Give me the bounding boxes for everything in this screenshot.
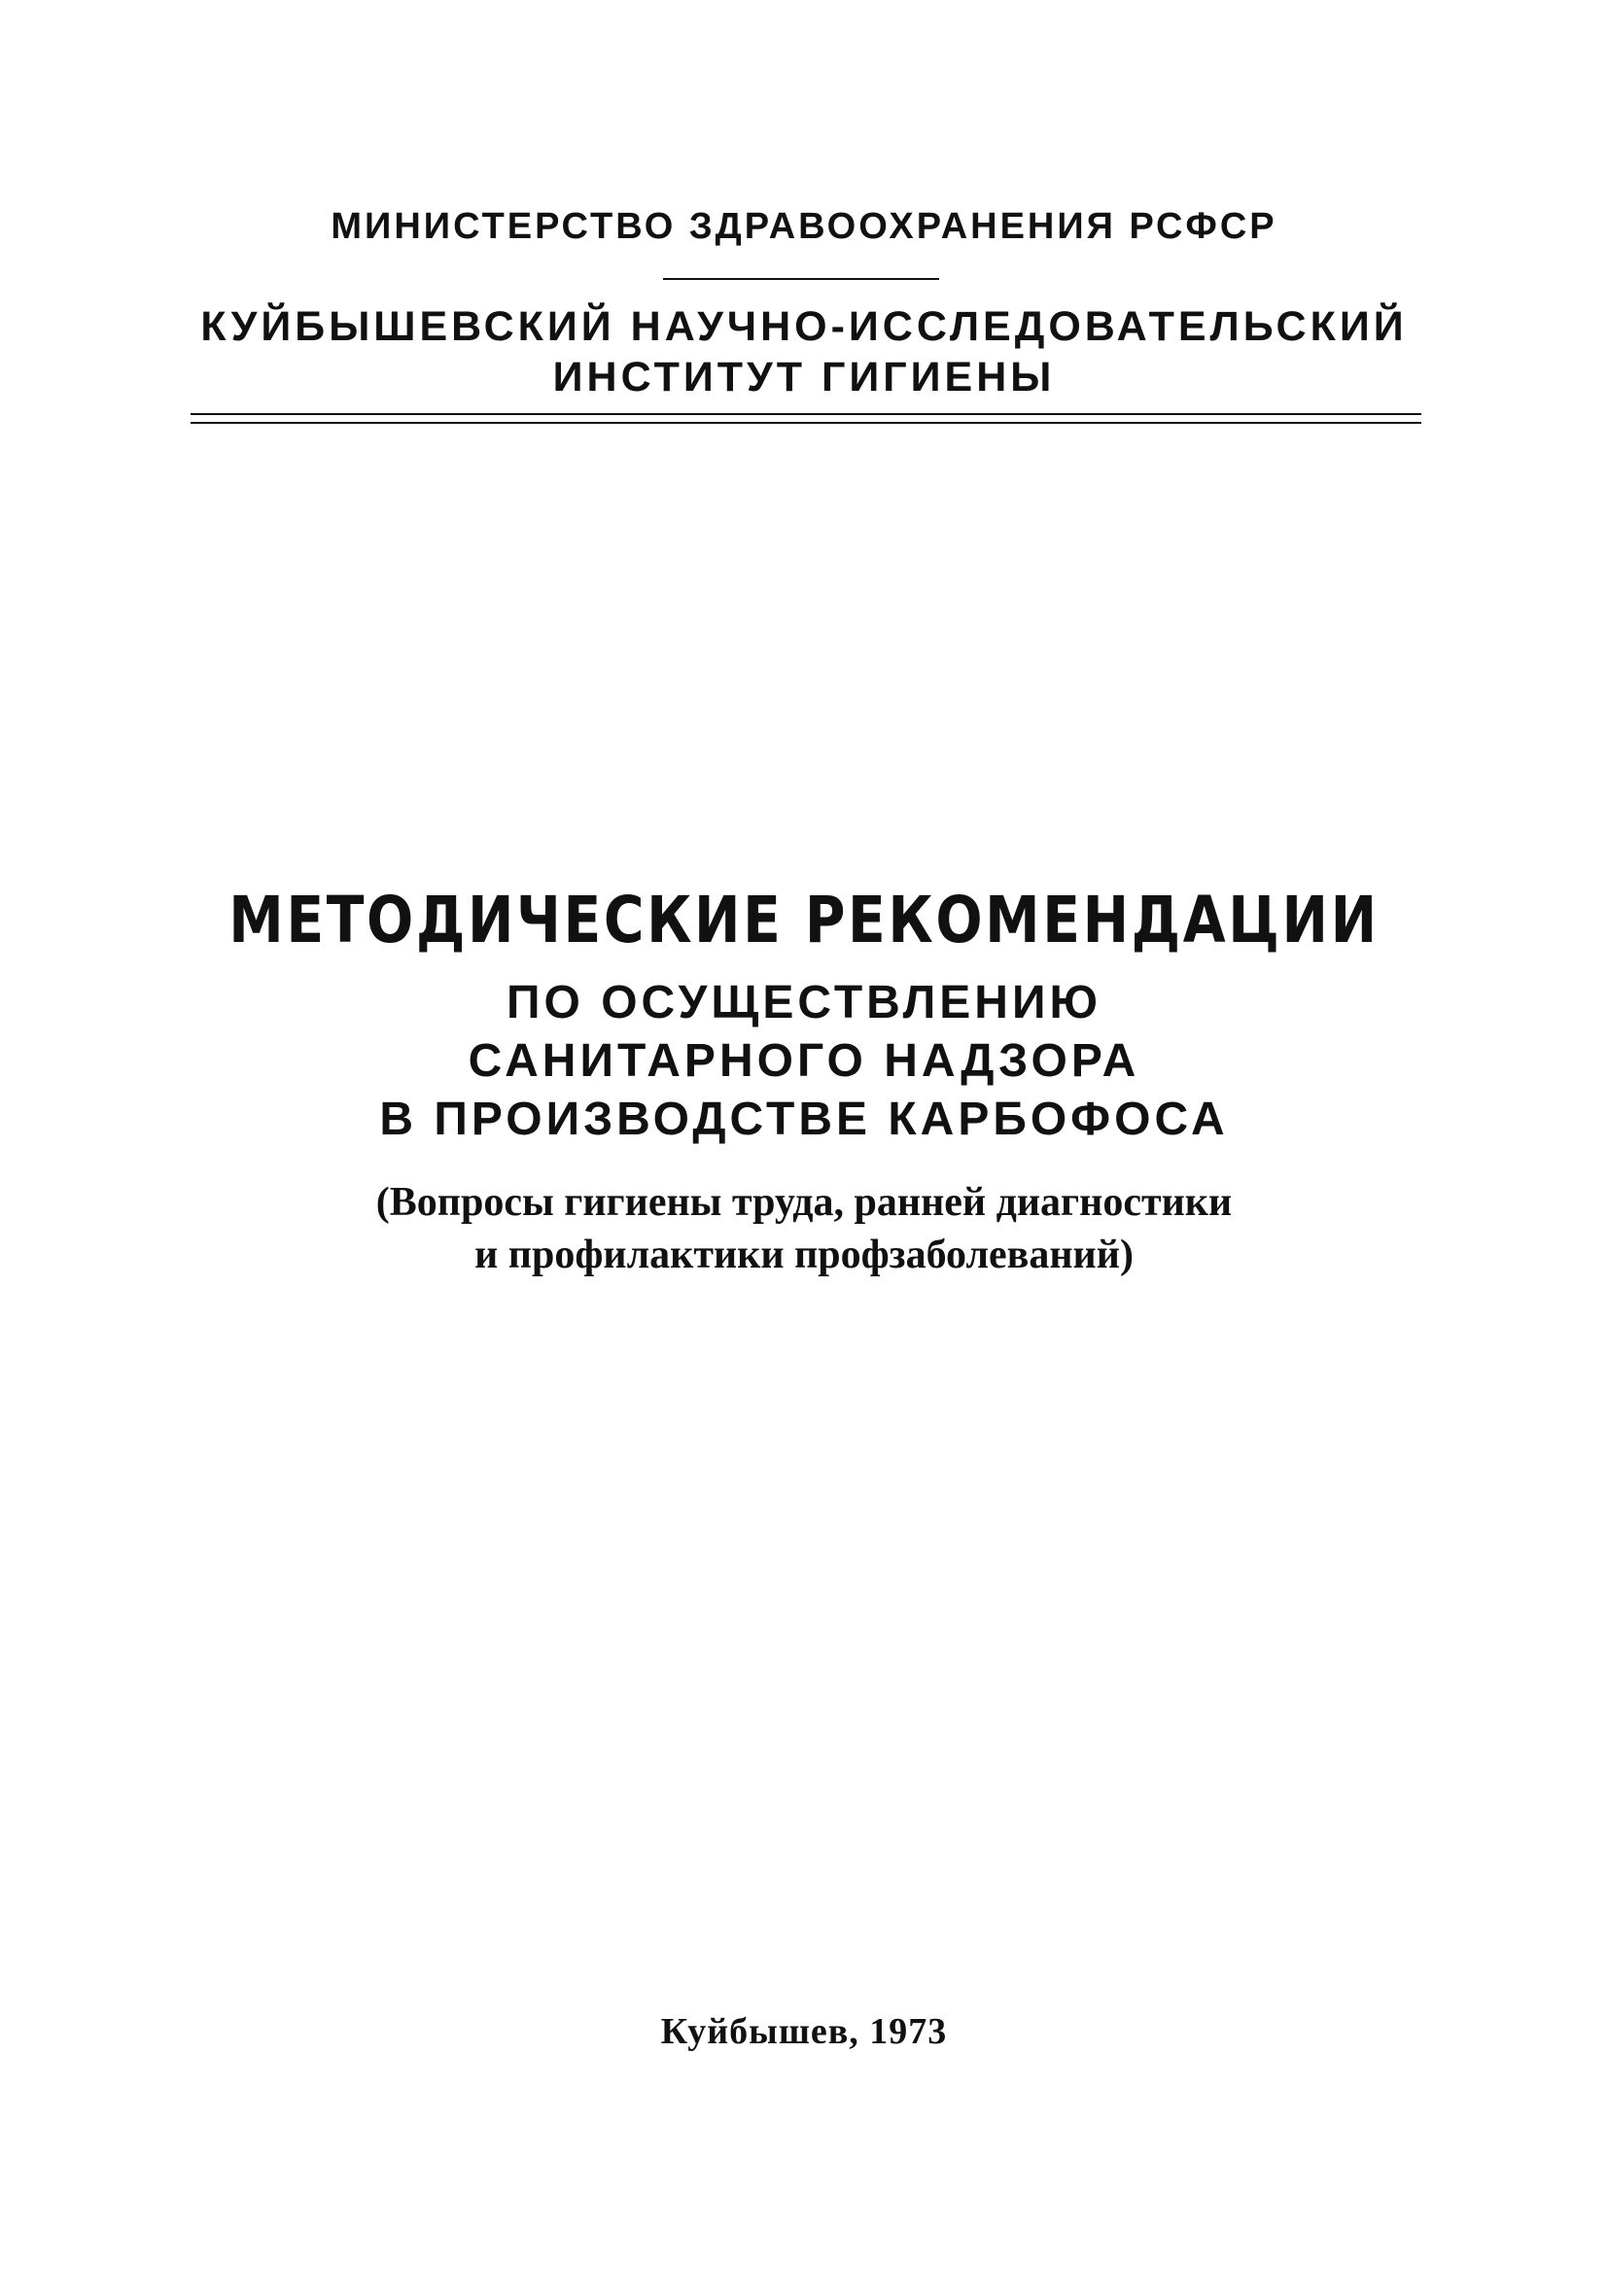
scope-note-line-2: и профилактики профзаболеваний) [474, 1233, 1134, 1277]
document-subtitle-line-1: ПО ОСУЩЕСТВЛЕНИЮ [507, 977, 1101, 1028]
scope-note-line-1: (Вопросы гигиены труда, ранней диагностики [375, 1180, 1233, 1225]
institute-name-line-2: ИНСТИТУТ ГИГИЕНЫ [552, 354, 1056, 400]
short-divider [663, 278, 939, 280]
double-divider [191, 413, 1421, 424]
publication-imprint: Куйбышев, 1973 [660, 2011, 948, 2052]
ministry-heading: МИНИСТЕРСТВО ЗДРАВООХРАНЕНИЯ РСФСР [331, 206, 1277, 247]
institute-name-line-1: КУЙБЫШЕВСКИЙ НАУЧНО-ИССЛЕДОВАТЕЛЬСКИЙ [200, 303, 1408, 350]
document-subtitle-line-2: САНИТАРНОГО НАДЗОРА [468, 1035, 1140, 1087]
document-title: МЕТОДИЧЕСКИЕ РЕКОМЕНДАЦИИ [228, 883, 1380, 957]
document-subtitle-line-3: В ПРОИЗВОДСТВЕ КАРБОФОСА [379, 1094, 1229, 1145]
